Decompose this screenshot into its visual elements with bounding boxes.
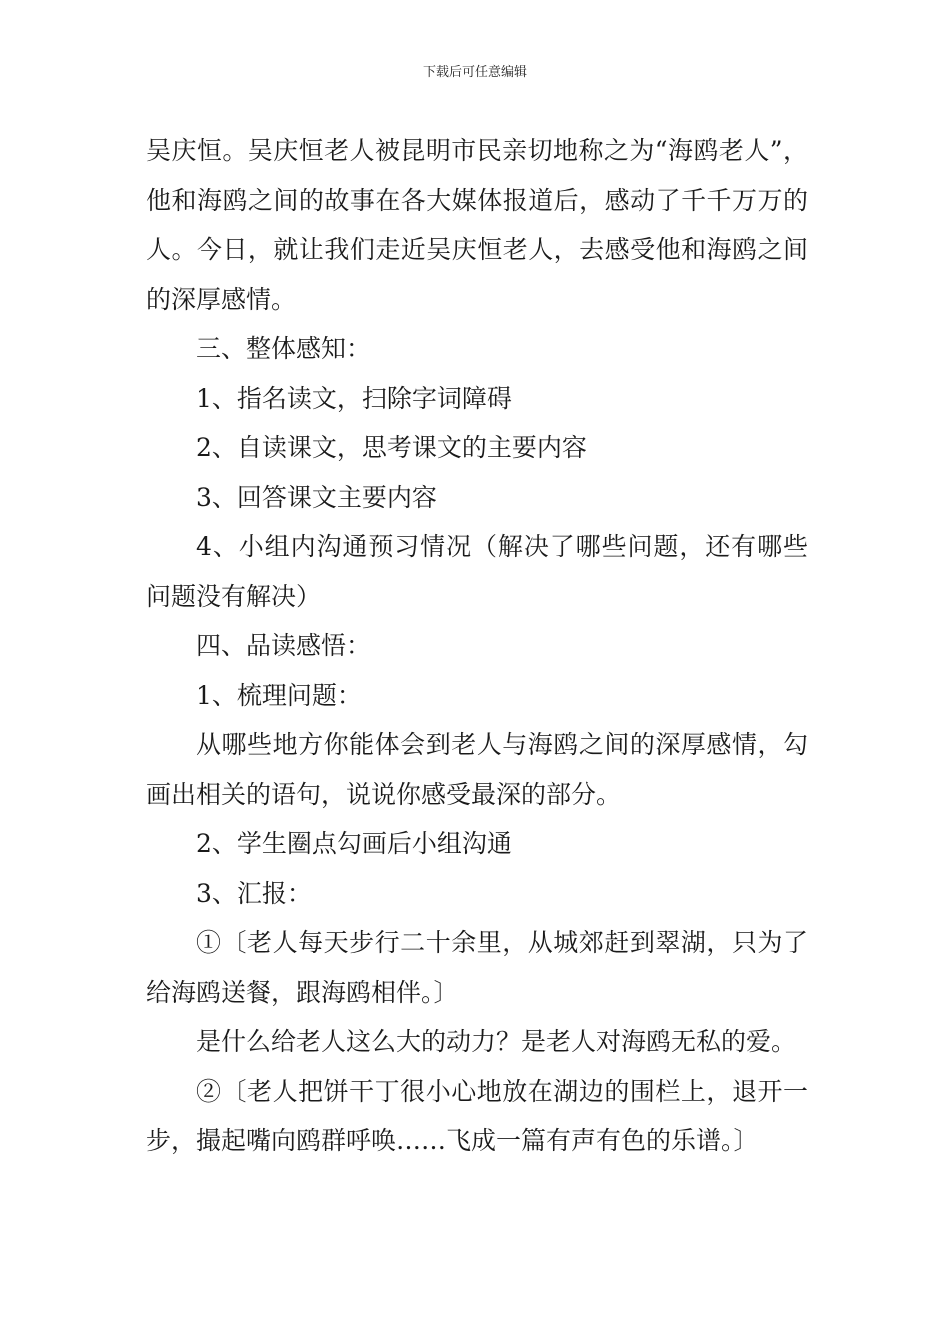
document-body <box>146 126 808 1166</box>
list-item: 1、梳理问题： <box>196 680 362 710</box>
section-heading: 三、整体感知： <box>196 334 372 363</box>
section-heading: 四、品读感悟： <box>196 631 372 660</box>
quoted-passage: ①〔老人每天步行二十余里，从城郊赶到翠湖，只为了给海鸥送餐，跟海鸥相伴。〕 <box>146 928 808 1007</box>
list-item: 2、学生圈点勾画后小组沟通 <box>196 829 512 858</box>
quoted-passage: ②〔老人把饼干丁很小心地放在湖边的围栏上，退开一步，撮起嘴向鸥群呼唤……飞成一篇有声有色的乐谱。〕 <box>146 1076 808 1155</box>
paragraph: 是什么给老人这么大的动力？是老人对海鸥无私的爱。 <box>196 1027 797 1056</box>
list-item: 2、自读课文，思考课文的主要内容 <box>196 433 587 462</box>
paragraph: 吴庆恒。吴庆恒老人被昆明市民亲切地称之为“海鸥老人”，他和海鸥之间的故事在各大媒体报道后，感动了千千万万的人。今日，就让我们走近吴庆恒老人，去感受他和海鸥之间的深厚感情。 <box>146 136 808 314</box>
list-item: 3、汇报： <box>196 878 312 908</box>
list-item: 4、小组内沟通预习情况（解决了哪些问题，还有哪些问题没有解决） <box>146 532 808 611</box>
page-header: 下载后可任意编辑 <box>422 65 527 80</box>
paragraph: 从哪些地方你能体会到老人与海鸥之间的深厚感情，勾画出相关的语句，说说你感受最深的部分。 <box>146 730 808 809</box>
list-item: 3、回答课文主要内容 <box>196 482 437 512</box>
list-item: 1、指名读文，扫除字词障碍 <box>196 383 512 413</box>
